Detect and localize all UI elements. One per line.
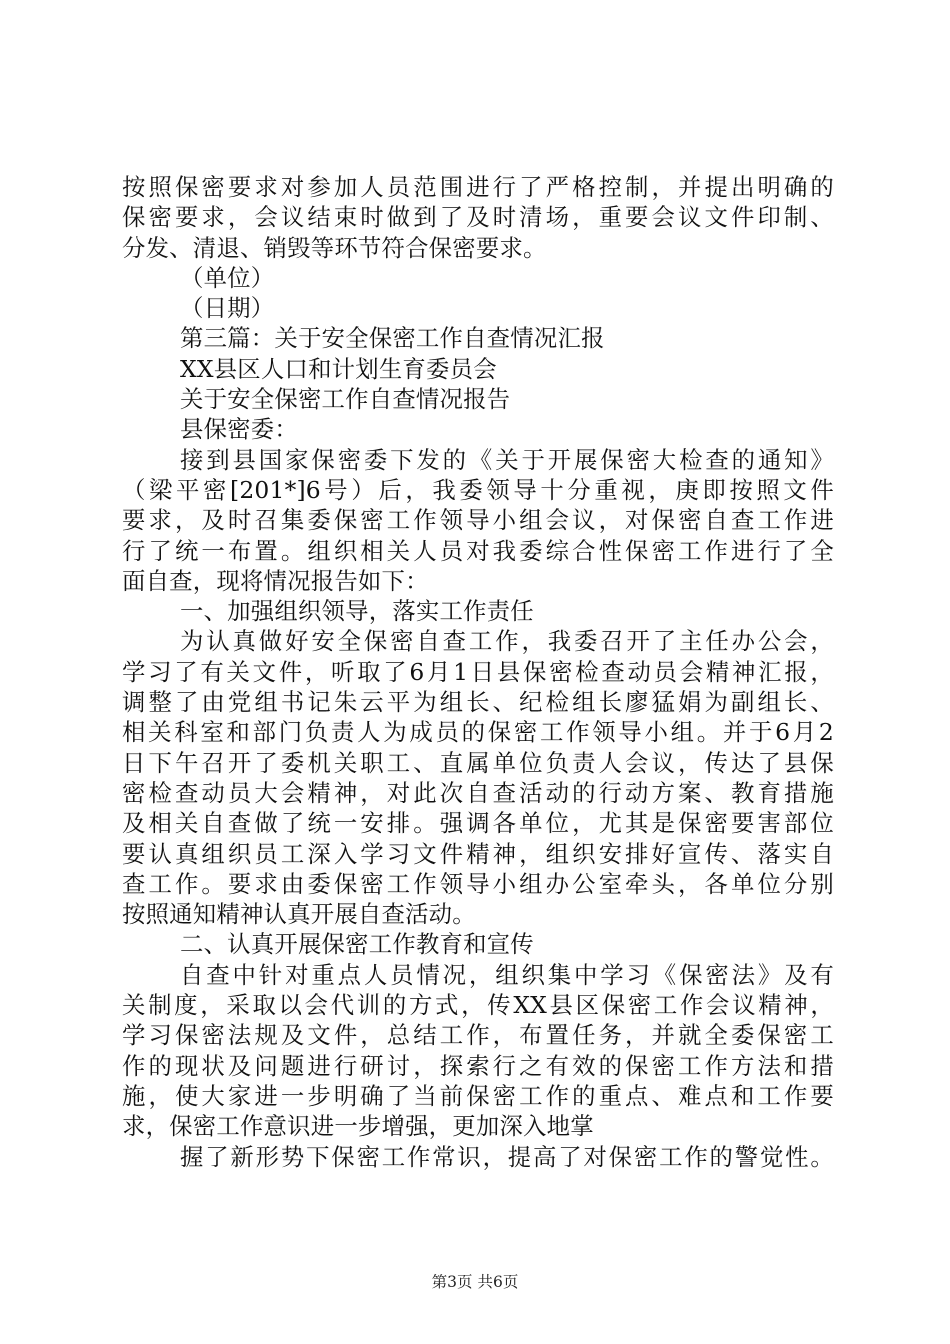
document-line: 县保密委： xyxy=(180,415,298,444)
document-line: 及相关自查做了统一安排。强调各单位，尤其是保密要害部位 xyxy=(122,809,834,838)
document-line: 一、加强组织领导，落实工作责任 xyxy=(180,597,534,626)
document-line: 施，使大家进一步明确了当前保密工作的重点、难点和工作要 xyxy=(122,1081,834,1110)
document-line: 关制度，采取以会代训的方式，传XX县区保密工作会议精神， xyxy=(122,991,834,1020)
document-line: 求，保密工作意识进一步增强，更加深入地掌 xyxy=(122,1112,594,1141)
document-line: 握了新形势下保密工作常识，提高了对保密工作的警觉性。 xyxy=(180,1142,834,1171)
document-line: 保密要求，会议结束时做到了及时清场，重要会议文件印制、 xyxy=(122,203,834,232)
document-line: 要求，及时召集委保密工作领导小组会议，对保密自查工作进 xyxy=(122,506,834,535)
document-line: 分发、清退、销毁等环节符合保密要求。 xyxy=(122,233,547,262)
document-line: 按照保密要求对参加人员范围进行了严格控制，并提出明确的 xyxy=(122,173,834,201)
page-footer: 第3页 共6页 xyxy=(431,1273,519,1291)
document-line: （日期） xyxy=(180,294,275,323)
document-line: 行了统一布置。组织相关人员对我委综合性保密工作进行了全 xyxy=(122,536,834,565)
document-line: XX县区人口和计划生育委员会 xyxy=(180,354,497,383)
document-line: 自查中针对重点人员情况，组织集中学习《保密法》及有 xyxy=(180,960,834,989)
document-line: （单位） xyxy=(180,263,275,292)
document-line: 日下午召开了委机关职工、直属单位负责人会议，传达了县保 xyxy=(122,748,834,777)
document-line: 调整了由党组书记朱云平为组长、纪检组长廖猛娟为副组长、 xyxy=(122,688,834,717)
document-line: 学习了有关文件，听取了6月1日县保密检查动员会精神汇报， xyxy=(122,657,834,686)
document-line: （梁平密[201*]6号）后，我委领导十分重视，庚即按照文件 xyxy=(122,475,834,504)
document-line: 为认真做好安全保密自查工作，我委召开了主任办公会， xyxy=(180,627,834,656)
document-line: 关于安全保密工作自查情况报告 xyxy=(180,385,511,414)
document-line: 相关科室和部门负责人为成员的保密工作领导小组。并于6月2 xyxy=(122,718,834,747)
document-line: 作的现状及问题进行研讨，探索行之有效的保密工作方法和措 xyxy=(122,1051,834,1080)
document-line: 密检查动员大会精神，对此次自查活动的行动方案、教育措施 xyxy=(122,778,834,807)
document-line: 面自查，现将情况报告如下： xyxy=(122,566,429,595)
document-line: 二、认真开展保密工作教育和宣传 xyxy=(180,930,534,959)
document-line: 学习保密法规及文件，总结工作，布置任务，并就全委保密工 xyxy=(122,1021,834,1050)
document-line: 按照通知精神认真开展自查活动。 xyxy=(122,900,476,929)
document-line: 第三篇：关于安全保密工作自查情况汇报 xyxy=(180,324,605,353)
document-line: 接到县国家保密委下发的《关于开展保密大检查的通知》 xyxy=(180,445,834,474)
document-line: 要认真组织员工深入学习文件精神，组织安排好宣传、落实自 xyxy=(122,839,834,868)
document-body xyxy=(122,172,834,1172)
document-line: 查工作。要求由委保密工作领导小组办公室牵头，各单位分别 xyxy=(122,869,834,898)
